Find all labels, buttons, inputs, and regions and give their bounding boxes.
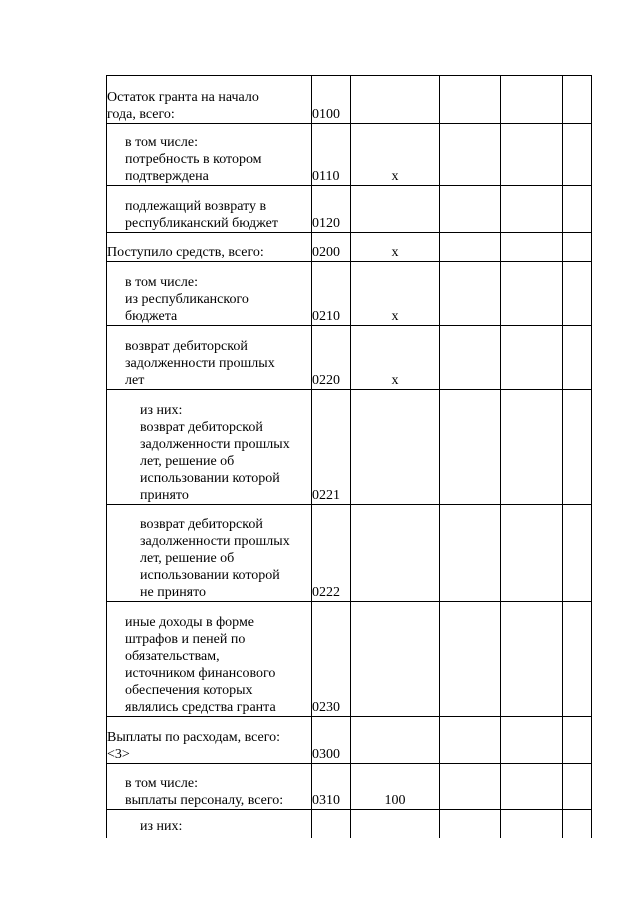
empty-cell bbox=[563, 764, 592, 810]
row-code-cell bbox=[312, 810, 351, 838]
row-name-cell bbox=[107, 390, 312, 505]
table-row-0230 bbox=[107, 602, 592, 717]
row-name: из них: bbox=[140, 819, 183, 834]
row-name: возврат дебиторской задолженности прошлых лет, решение об использовании которой не принято bbox=[140, 517, 290, 600]
row-value-cell bbox=[351, 233, 440, 262]
row-value-cell bbox=[351, 186, 440, 233]
row-code: 0120 bbox=[312, 216, 340, 231]
empty-cell bbox=[440, 602, 501, 717]
empty-cell bbox=[501, 326, 563, 390]
empty-cell bbox=[501, 76, 563, 124]
row-name: в том числе: потребность в котором подтверждена bbox=[125, 135, 262, 184]
empty-cell bbox=[501, 717, 563, 764]
empty-cell bbox=[440, 764, 501, 810]
empty-cell bbox=[563, 124, 592, 186]
row-name: из них: возврат дебиторской задолженности прошлых лет, решение об использовании которой принято bbox=[140, 403, 290, 503]
row-value-cell bbox=[351, 326, 440, 390]
empty-cell bbox=[563, 186, 592, 233]
row-name-cell bbox=[107, 717, 312, 764]
row-name: в том числе: из республиканского бюджета bbox=[125, 275, 249, 324]
empty-cell bbox=[440, 76, 501, 124]
empty-cell bbox=[501, 262, 563, 326]
row-value-cell bbox=[351, 810, 440, 838]
row-code-cell bbox=[312, 764, 351, 810]
row-value-cell bbox=[351, 602, 440, 717]
row-name: в том числе: выплаты персоналу, всего: bbox=[125, 776, 284, 808]
empty-cell bbox=[563, 602, 592, 717]
table-row-0110 bbox=[107, 124, 592, 186]
row-code: 0310 bbox=[312, 793, 340, 808]
empty-cell bbox=[501, 764, 563, 810]
row-name: иные доходы в форме штрафов и пеней по обязательствам, источником финансового обеспечения которых являлись средства гранта bbox=[125, 615, 276, 715]
table-row-0310 bbox=[107, 764, 592, 810]
empty-cell bbox=[440, 505, 501, 602]
row-code-cell bbox=[312, 262, 351, 326]
empty-cell bbox=[563, 76, 592, 124]
row-name-cell bbox=[107, 233, 312, 262]
row-name-cell bbox=[107, 124, 312, 186]
row-value: x bbox=[391, 373, 399, 388]
row-code-cell bbox=[312, 390, 351, 505]
row-code: 0200 bbox=[312, 245, 340, 260]
row-value-cell bbox=[351, 505, 440, 602]
row-name-cell bbox=[107, 505, 312, 602]
table-row-0100 bbox=[107, 76, 592, 124]
empty-cell bbox=[563, 505, 592, 602]
row-code-cell bbox=[312, 186, 351, 233]
table-row-partial bbox=[107, 810, 592, 838]
empty-cell bbox=[440, 233, 501, 262]
row-code: 0210 bbox=[312, 309, 340, 324]
row-code: 0221 bbox=[312, 488, 340, 503]
empty-cell bbox=[440, 390, 501, 505]
row-value: x bbox=[391, 309, 399, 324]
row-code: 0100 bbox=[312, 107, 340, 122]
empty-cell bbox=[440, 717, 501, 764]
row-code-cell bbox=[312, 326, 351, 390]
empty-cell bbox=[501, 505, 563, 602]
empty-cell bbox=[501, 390, 563, 505]
row-code: 0110 bbox=[312, 169, 340, 184]
empty-cell bbox=[501, 233, 563, 262]
table-row-0120 bbox=[107, 186, 592, 233]
empty-cell bbox=[440, 262, 501, 326]
row-name-cell bbox=[107, 76, 312, 124]
table-row-0210 bbox=[107, 262, 592, 326]
empty-cell bbox=[563, 717, 592, 764]
row-code-cell bbox=[312, 602, 351, 717]
empty-cell bbox=[563, 390, 592, 505]
empty-cell bbox=[563, 262, 592, 326]
row-code: 0300 bbox=[312, 747, 340, 762]
row-name: Выплаты по расходам, всего: <3> bbox=[107, 730, 281, 762]
empty-cell bbox=[440, 186, 501, 233]
row-code-cell bbox=[312, 76, 351, 124]
row-value: x bbox=[391, 169, 399, 184]
table-row-0222 bbox=[107, 505, 592, 602]
row-name-cell bbox=[107, 764, 312, 810]
row-name: возврат дебиторской задолженности прошлых лет bbox=[125, 339, 275, 388]
row-value-cell bbox=[351, 764, 440, 810]
row-value-cell bbox=[351, 390, 440, 505]
empty-cell bbox=[501, 810, 563, 838]
row-name: Поступило средств, всего: bbox=[107, 245, 264, 260]
row-name: подлежащий возврату в республиканский бюджет bbox=[125, 199, 278, 231]
grant-report-table bbox=[106, 75, 592, 838]
row-value: 100 bbox=[384, 793, 406, 808]
row-value: x bbox=[391, 245, 399, 260]
empty-cell bbox=[563, 233, 592, 262]
table-row-0300 bbox=[107, 717, 592, 764]
row-code: 0222 bbox=[312, 585, 340, 600]
row-code-cell bbox=[312, 717, 351, 764]
empty-cell bbox=[501, 602, 563, 717]
row-value-cell bbox=[351, 262, 440, 326]
row-name-cell bbox=[107, 810, 312, 838]
empty-cell bbox=[501, 186, 563, 233]
row-name-cell bbox=[107, 602, 312, 717]
empty-cell bbox=[440, 810, 501, 838]
table-row-0200 bbox=[107, 233, 592, 262]
row-name-cell bbox=[107, 262, 312, 326]
row-name: Остаток гранта на начало года, всего: bbox=[107, 90, 259, 122]
empty-cell bbox=[563, 810, 592, 838]
table-row-0221 bbox=[107, 390, 592, 505]
row-code: 0230 bbox=[312, 700, 340, 715]
row-name-cell bbox=[107, 326, 312, 390]
row-name-cell bbox=[107, 186, 312, 233]
empty-cell bbox=[440, 326, 501, 390]
row-code-cell bbox=[312, 233, 351, 262]
empty-cell bbox=[440, 124, 501, 186]
row-code: 0220 bbox=[312, 373, 340, 388]
empty-cell bbox=[501, 124, 563, 186]
table-row-0220 bbox=[107, 326, 592, 390]
row-code-cell bbox=[312, 505, 351, 602]
row-code-cell bbox=[312, 124, 351, 186]
row-value-cell bbox=[351, 124, 440, 186]
row-value-cell bbox=[351, 76, 440, 124]
row-value-cell bbox=[351, 717, 440, 764]
empty-cell bbox=[563, 326, 592, 390]
